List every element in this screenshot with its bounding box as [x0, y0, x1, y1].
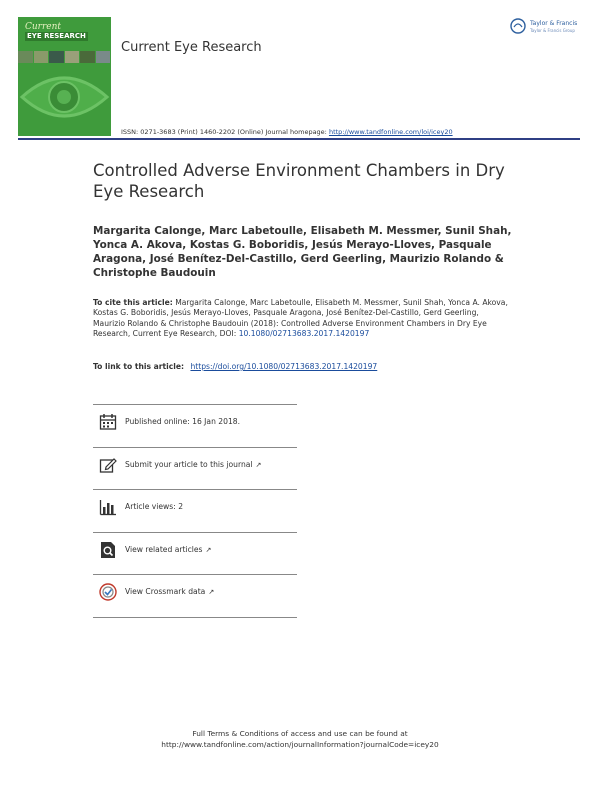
citation-label: To cite this article: [93, 298, 173, 307]
edit-icon [99, 456, 117, 474]
article-meta-list [93, 404, 297, 618]
citation-text: Margarita Calonge, Marc Labetoulle, Elisabeth M. Messmer, Sunil Shah, Yonca A. Akova, Kostas G. Boboridis, Jesús Merayo-Lloves, Pasquale Aragona, José Benítez-Del-Castillo, Gerd Geerling, Maurizio Rolando & Christophe Baudouin (2018): Controlled Adverse Environment Chambers in Dry Eye Research, Current Eye Research, DOI: [93, 298, 508, 338]
published-online-row [93, 404, 297, 447]
submit-article-label: Submit your article to this journal [125, 459, 253, 469]
header-divider [18, 138, 580, 140]
related-articles-row[interactable] [93, 532, 297, 575]
footer-terms-link[interactable]: http://www.tandfonline.com/action/journalInformation?journalCode=icey20 [161, 740, 439, 749]
crossmark-link[interactable] [125, 587, 214, 596]
journal-homepage-link[interactable]: http://www.tandfonline.com/loi/icey20 [328, 128, 453, 136]
cover-title-line1: Current [25, 22, 62, 32]
issn-text: ISSN: 0271-3683 (Print) 1460-2202 (Online) Journal homepage: [121, 128, 327, 136]
external-link-icon: ↗ [255, 460, 262, 469]
publisher-logo[interactable] [510, 18, 584, 36]
crossmark-row[interactable] [93, 574, 297, 618]
publisher-logo-subtext: Taylor & Francis Group [530, 28, 575, 33]
published-online-label: Published online: 16 Jan 2018. [125, 417, 241, 426]
article-views-row [93, 489, 297, 532]
related-articles-label: View related articles [125, 544, 203, 554]
bar-chart-icon [99, 498, 117, 516]
issn-line [121, 128, 453, 136]
cover-image-strip [18, 51, 111, 63]
article-doi-link[interactable]: https://doi.org/10.1080/02713683.2017.1420197 [190, 362, 378, 371]
article-authors: Margarita Calonge, Marc Labetoulle, Elisabeth M. Messmer, Sunil Shah, Yonca A. Akova, Kostas G. Boboridis, Jesús Merayo-Lloves, Pasquale Aragona, José Benítez-Del-Castillo, Gerd Geerling, Maurizio Rolando & Christophe Baudouin [93, 225, 512, 279]
crossmark-icon [99, 583, 117, 601]
calendar-icon [99, 413, 117, 431]
publisher-logo-text: Taylor & Francis [530, 20, 578, 27]
footer [0, 728, 600, 750]
submit-article-row[interactable] [93, 447, 297, 490]
cover-title-line2: EYE RESEARCH [27, 32, 86, 40]
submit-article-link[interactable] [125, 460, 261, 469]
journal-name: Current Eye Research [121, 40, 262, 55]
citation-doi-link[interactable]: 10.1080/02713683.2017.1420197 [238, 328, 370, 338]
search-document-icon [99, 541, 117, 559]
journal-cover [18, 17, 111, 136]
article-views-label: Article views: 2 [125, 502, 184, 512]
publisher-logo-icon [510, 18, 526, 34]
external-link-icon: ↗ [208, 588, 215, 597]
article-link-line [93, 362, 377, 371]
article-link-label: To link to this article: [93, 362, 185, 371]
article-title: Controlled Adverse Environment Chambers in Dry Eye Research [93, 161, 505, 201]
crossmark-label: View Crossmark data [125, 587, 206, 597]
external-link-icon: ↗ [205, 545, 212, 554]
citation-block [93, 298, 513, 339]
related-articles-link[interactable] [125, 545, 211, 554]
footer-terms-text: Full Terms & Conditions of access and use can be found at [192, 729, 408, 738]
eye-icon [18, 63, 111, 136]
